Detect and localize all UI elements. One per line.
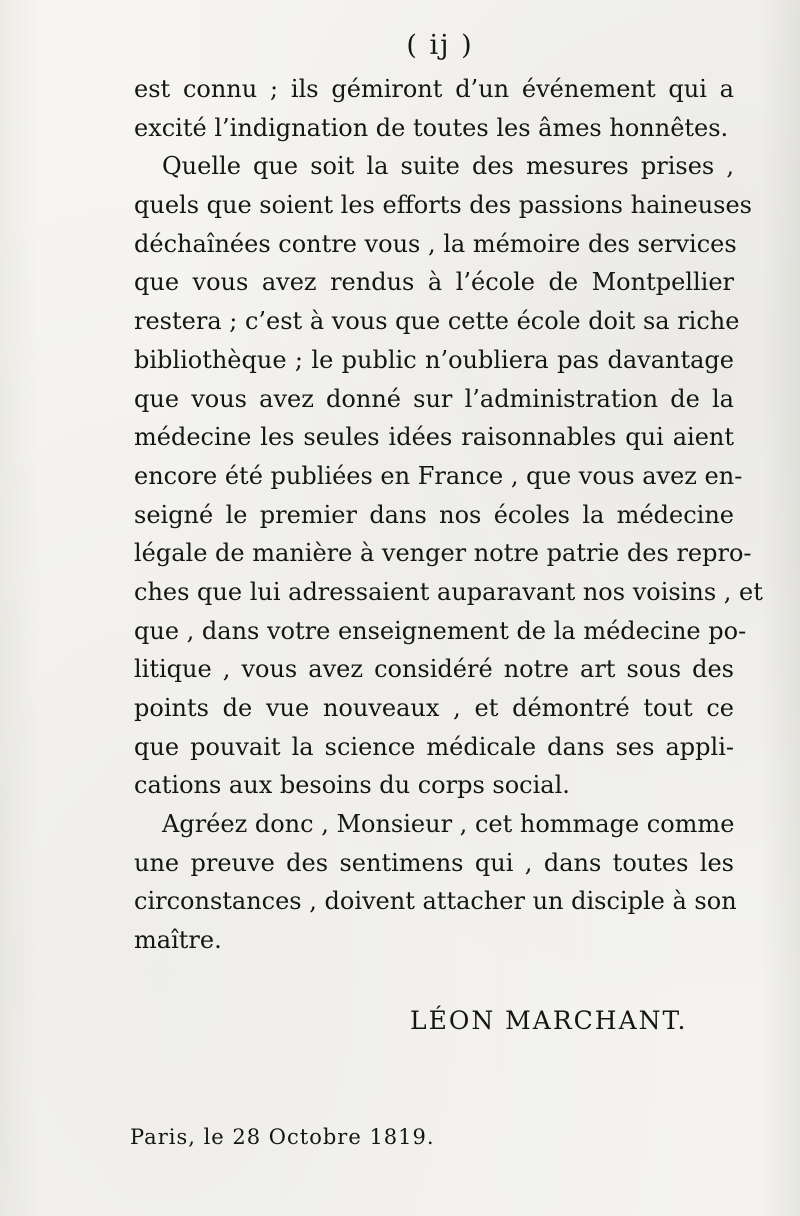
text-line: maître. [134,926,222,955]
text-line: ches que lui adressaient auparavant nos voisins , et [134,577,763,606]
text-line: excité l’indignation de toutes les âmes honnêtes. [134,113,729,142]
text-line: déchaînées contre vous , la mémoire des services [134,229,737,258]
text-line: cations aux besoins du corps social. [134,771,570,800]
text-line: encore été publiées en France , que vous avez en- [134,461,743,490]
text-line: bibliothèque ; le public n’oubliera pas davantage [134,345,734,374]
text-line: une preuve des sentimens qui , dans toutes les [134,848,734,877]
text-line: quels que soient les efforts des passions haineuses [134,191,752,220]
text-line: restera ; c’est à vous que cette école doit sa riche [134,307,740,336]
page-number: ( ij ) [406,30,474,61]
text-line: circonstances , doivent attacher un disciple à son [134,887,737,916]
text-line: litique , vous avez considéré notre art sous des [134,655,734,684]
text-line: que vous avez donné sur l’administration de la [134,384,734,413]
dateline: Paris, le 28 Octobre 1819. [130,1125,435,1149]
text-line: que , dans votre enseignement de la médecine po- [134,616,747,645]
text-line: légale de manière à venger notre patrie des repro- [134,539,752,568]
text-line: seigné le premier dans nos écoles la médecine [134,500,734,529]
author-signature: LÉON MARCHANT. [410,1006,688,1035]
text-line: Agréez donc , Monsieur , cet hommage comme [162,810,735,839]
body-text [134,70,763,960]
text-line: médecine les seules idées raisonnables qui aient [134,423,734,452]
text-line: points de vue nouveaux , et démontré tout ce [134,694,734,722]
text-line: Quelle que soit la suite des mesures prises , [162,152,734,181]
text-line: est connu ; ils gémiront d’un événement qui a [134,75,734,103]
text-line: que vous avez rendus à l’école de Montpellier [134,268,734,297]
text-line: que pouvait la science médicale dans ses appli- [134,732,734,761]
